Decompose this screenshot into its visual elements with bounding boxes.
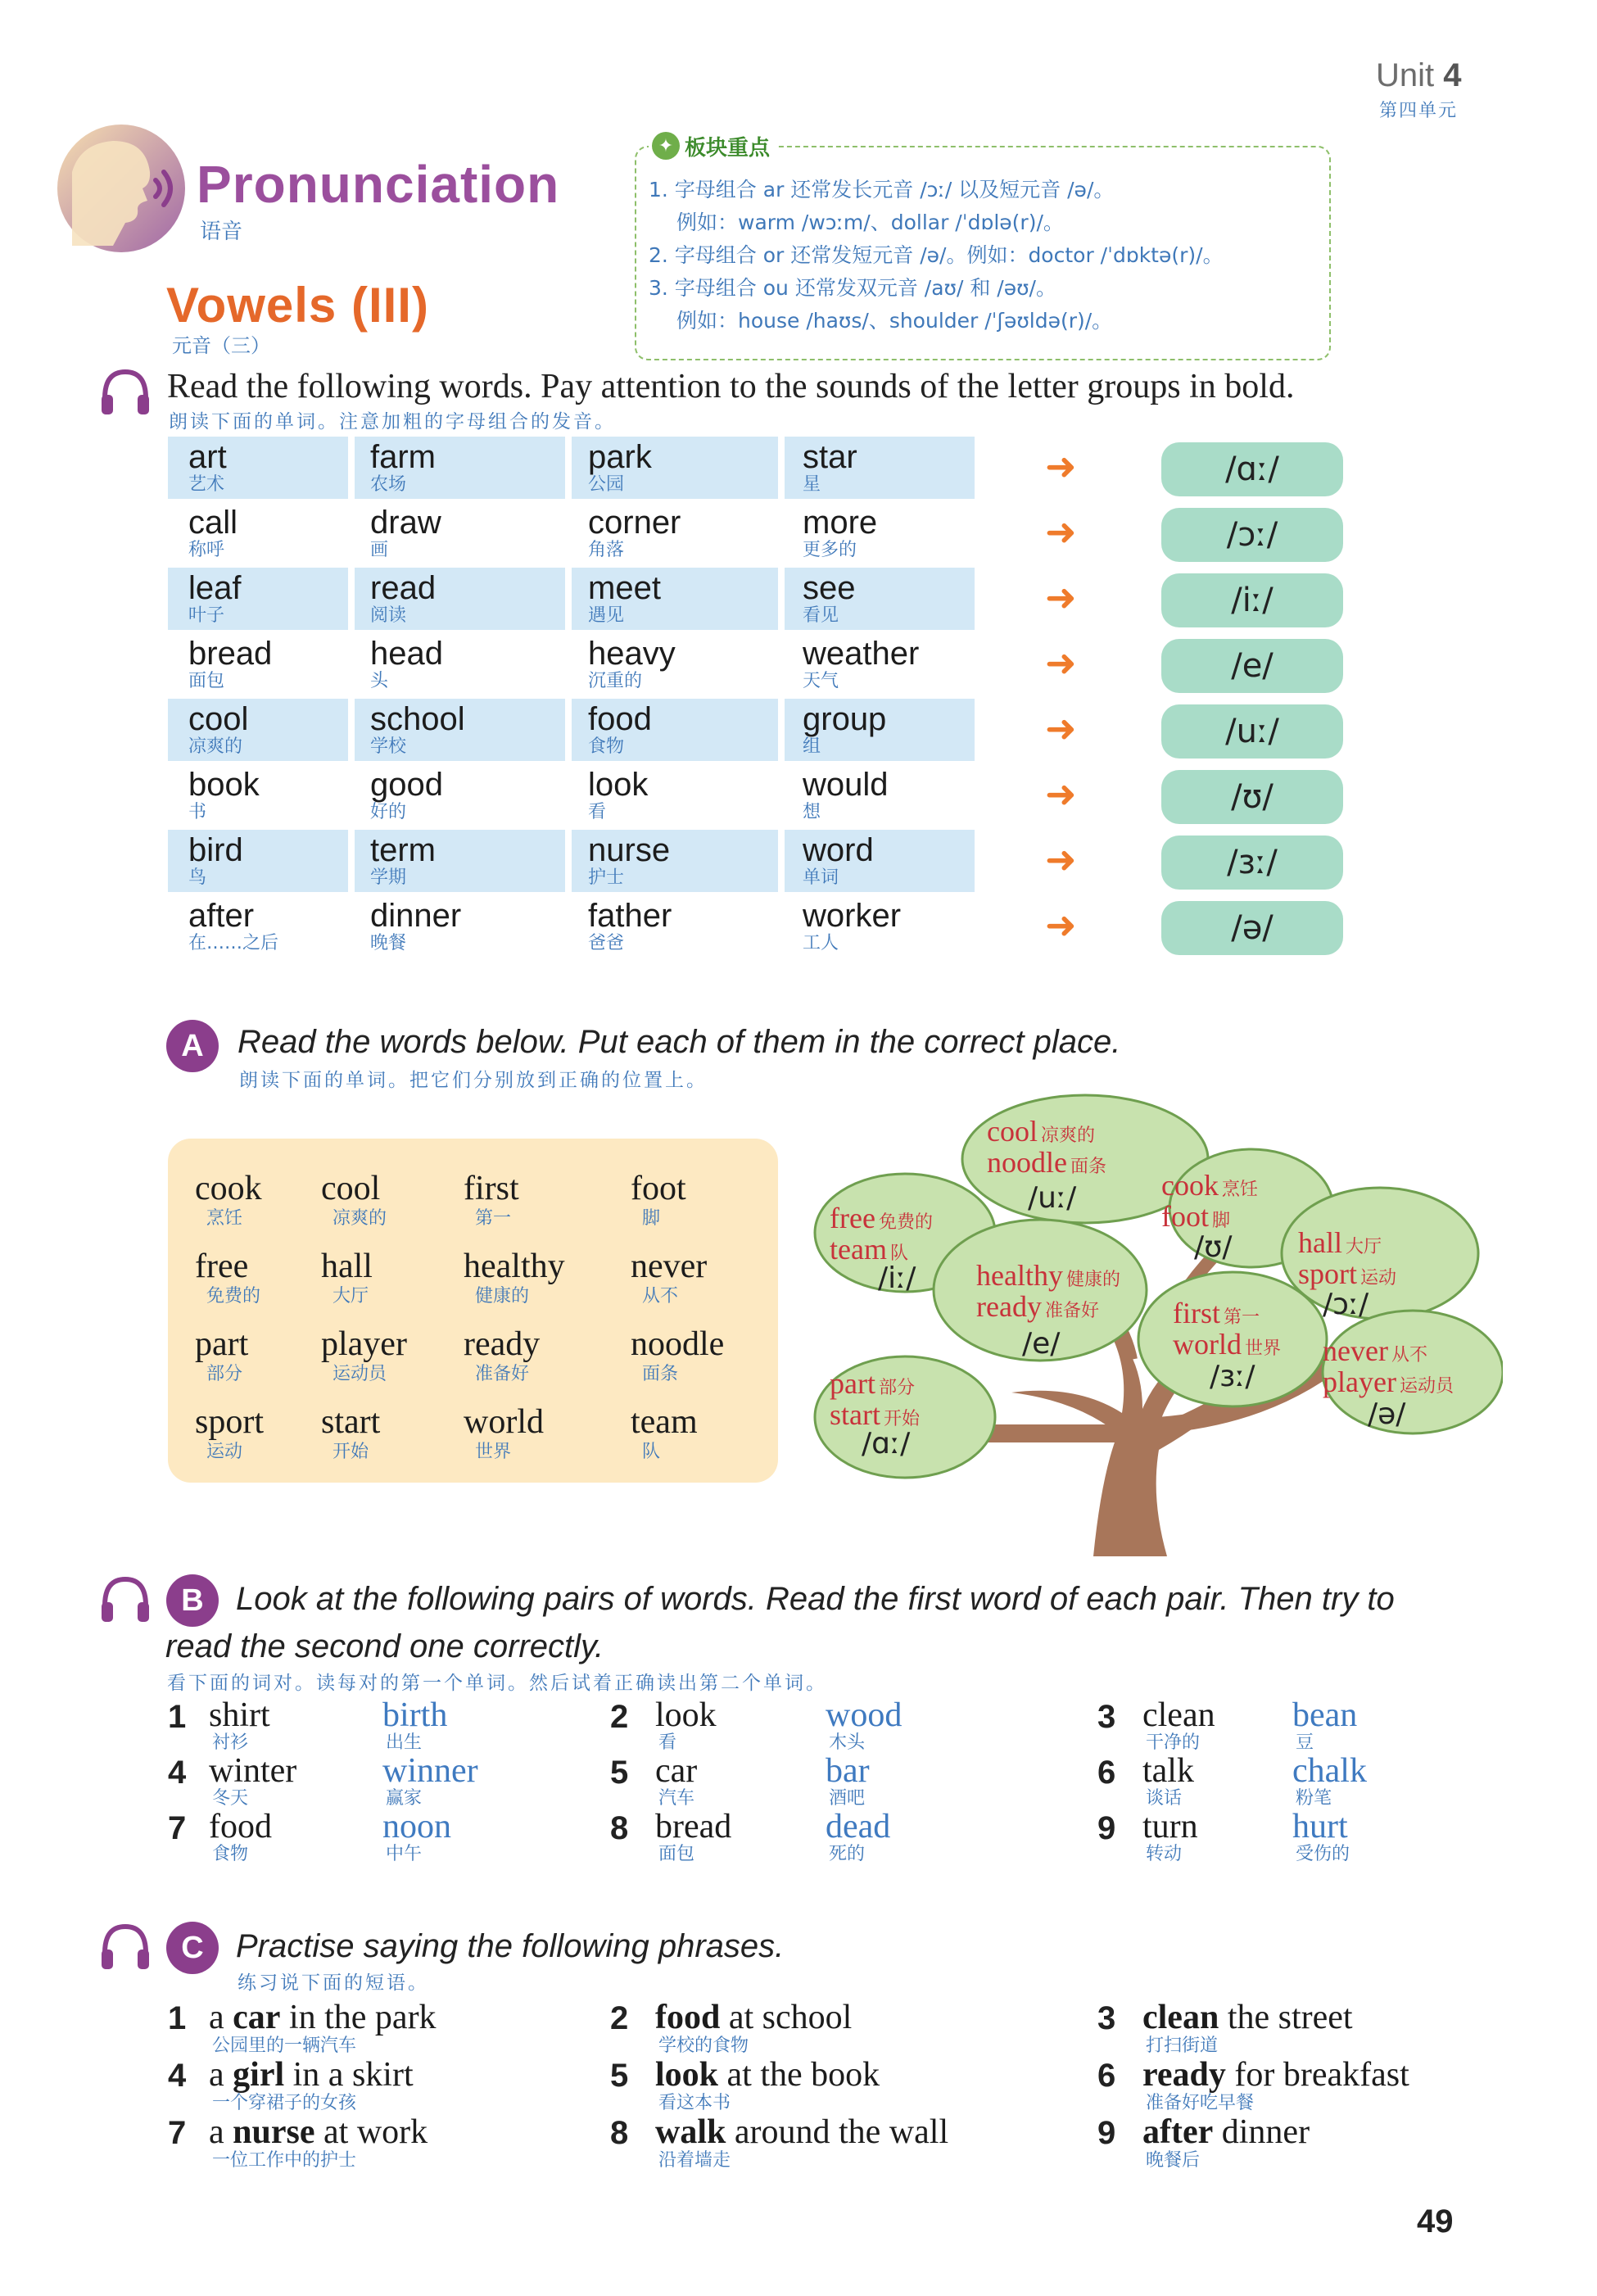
leaf-word: start 开始 [830,1398,920,1431]
word-cell [188,505,238,560]
phrase-en: a nurse at work [209,2113,428,2151]
word-bank-item [631,1403,698,1464]
phrase-en: clean the street [1142,1999,1353,2036]
tree-illustration [807,1089,1503,1556]
column-separator [565,437,572,892]
arrow-right-icon: ➜ [1045,903,1077,946]
phrase-item [1142,2056,1409,2113]
word-cell [588,505,681,560]
word-cn: 凉爽的 [333,1208,387,1229]
section-b-instruction-line2: read the second one correctly. [165,1628,604,1664]
word-cn: 烹饪 [206,1208,243,1229]
pair-second-word: bar 酒吧 [826,1752,870,1809]
phrase-number: 8 [610,2115,629,2151]
word-cell [588,898,672,953]
pair-second-word: bean 豆 [1292,1696,1358,1753]
word-cn: 世界 [475,1442,512,1462]
word-cn: 单词 [803,867,839,888]
page-number: 49 [1417,2203,1454,2239]
word-bank-item [464,1325,540,1386]
phrase-cn: 看这本书 [658,2093,731,2113]
word-en: bird [188,832,243,868]
word-en: park [588,439,652,475]
word-cell [588,636,676,691]
section-b-instruction-cn: 看下面的词对。读每对的第一个单词。然后试着正确读出第二个单词。 [167,1672,827,1693]
word-en: word [803,832,874,868]
phrase-number: 1 [168,2000,187,2036]
word-cn: 阅读 [370,605,407,626]
word-en: meet [588,570,661,606]
pair-second-word: wood 木头 [826,1696,903,1753]
word-cell [588,439,652,495]
word-cn: 运动员 [333,1364,387,1384]
word-cell [588,832,670,888]
phrase-en: look at the book [655,2056,880,2094]
pair-number: 4 [168,1755,187,1791]
word-cell [803,701,886,757]
word-cell [188,701,248,757]
leaf-word: cool 凉爽的 [987,1115,1095,1148]
section-a-instruction-cn: 朗读下面的单词。把它们分别放到正确的位置上。 [239,1069,708,1090]
word-bank-item [195,1403,264,1464]
leaf-word: ready 准备好 [976,1290,1099,1323]
word-bank-item [464,1248,565,1308]
pair-first-word: car 汽车 [655,1752,698,1809]
word-en: foot [631,1170,686,1207]
section-c-instruction: Practise saying the following phrases. [236,1928,785,1964]
word-cell [370,505,441,560]
phonetic-pill: /ɜː/ [1161,836,1343,890]
word-en: sport [195,1403,264,1441]
key-point-line: 例如：house /haʊs/、shoulder /ˈʃəʊldə(r)/。 [676,309,1113,333]
section-b-badge: B [166,1574,219,1627]
word-en: nurse [588,832,671,868]
word-cn: 免费的 [206,1286,261,1307]
phrase-cn: 学校的食物 [658,2036,749,2056]
phrase-cn: 一个穿裙子的女孩 [212,2093,357,2113]
word-cell [188,439,227,495]
word-bank-item [631,1248,707,1308]
pair-first-word: food 食物 [209,1808,272,1864]
leaf-word: healthy 健康的 [976,1259,1120,1292]
word-en: cook [195,1170,262,1207]
word-bank-item [464,1403,544,1464]
section-title: Pronunciation [197,155,560,214]
word-cn: 凉爽的 [188,736,243,757]
headphones-icon[interactable] [98,365,152,419]
pair-first-word: bread 面包 [655,1808,732,1864]
phonetic-pill: /ə/ [1161,901,1343,955]
pair-number: 6 [1097,1755,1116,1791]
leaf-word: free 免费的 [830,1202,933,1234]
phrase-cn: 一位工作中的护士 [212,2150,357,2171]
subsection-title-cn: 元音（三） [172,334,270,357]
section-c-badge: C [166,1922,219,1974]
word-cn: 星 [803,474,821,495]
key-point-line: 例如：warm /wɔːm/、dollar /ˈdɒlə(r)/。 [676,211,1064,234]
leaf-word: noodle 面条 [987,1146,1106,1179]
phrase-cn: 沿着墙走 [658,2150,731,2171]
word-cn: 天气 [803,671,839,691]
arrow-right-icon: ➜ [1045,576,1077,618]
word-cell [370,767,443,822]
leaf-word: hall 大厅 [1298,1226,1382,1259]
phonetic-pill: /uː/ [1161,704,1343,759]
pair-first-word: talk 谈话 [1142,1752,1194,1809]
leaf-phonetic: /ə/ [1368,1397,1406,1431]
word-en: father [588,898,672,934]
word-cell [188,767,260,822]
leaf-word: player 运动员 [1323,1365,1454,1398]
word-en: art [188,439,227,475]
pair-number: 5 [610,1755,629,1791]
headphones-icon[interactable] [98,1920,152,1974]
word-bank-item [631,1325,724,1386]
arrow-right-icon: ➜ [1045,445,1077,487]
word-cell [803,832,874,888]
word-en: farm [370,439,436,475]
word-cn: 学期 [370,867,407,888]
pair-second-word: dead 死的 [826,1808,891,1864]
word-en: term [370,832,436,868]
word-cn: 面包 [188,671,225,691]
word-cn: 想 [803,802,821,822]
word-cell [188,832,243,888]
unit-label: Unit 4 [1376,57,1462,93]
word-cn: 护士 [588,867,625,888]
pair-second-word: birth 出生 [382,1696,448,1753]
arrow-right-icon: ➜ [1045,510,1077,553]
leaf-word: first 第一 [1173,1297,1260,1329]
word-en: corner [588,505,681,541]
phrase-cn: 准备好吃早餐 [1146,2093,1255,2113]
phonetic-pill: /ɑː/ [1161,442,1343,496]
word-cn: 从不 [642,1286,679,1307]
pair-number: 2 [610,1699,629,1735]
pair-number: 3 [1097,1699,1116,1735]
section-c-instruction-cn: 练习说下面的短语。 [238,1972,429,1993]
pair-first-word: clean 干净的 [1142,1696,1215,1753]
word-cn: 更多的 [803,540,857,560]
word-en: food [588,701,652,737]
phonetic-pill: /ɔː/ [1161,508,1343,562]
pair-second-word: hurt 受伤的 [1292,1808,1350,1864]
word-cell [370,570,436,626]
word-en: free [195,1248,249,1285]
word-en: call [188,505,238,541]
pair-first-word: winter 冬天 [209,1752,297,1809]
word-en: world [464,1403,544,1441]
pair-second-word: chalk 粉笔 [1292,1752,1367,1809]
word-en: worker [803,898,902,934]
arrow-right-icon: ➜ [1045,707,1077,749]
word-cn: 队 [642,1442,661,1462]
phrase-en: walk around the wall [655,2113,949,2151]
leaf-word: foot 脚 [1161,1200,1231,1233]
word-cell [370,636,443,691]
word-cn: 鸟 [188,867,207,888]
word-cn: 第一 [475,1208,512,1229]
section-b-instruction-line1: Look at the following pairs of words. Read the first word of each pair. Then try to [236,1581,1395,1617]
leaf-phonetic: /iː/ [878,1261,916,1295]
word-en: more [803,505,878,541]
column-separator [348,437,355,892]
pair-second-word: noon 中午 [382,1808,451,1864]
arrow-right-icon: ➜ [1045,772,1077,815]
word-en: see [803,570,856,606]
word-cn: 公园 [588,474,625,495]
word-cn: 晚餐 [370,933,407,953]
word-bank-item [321,1325,407,1386]
phrase-number: 7 [168,2115,187,2151]
speaking-head-icon [56,123,187,254]
word-en: part [195,1325,249,1363]
word-cell [588,767,648,822]
word-en: after [188,898,255,934]
word-cn: 头 [370,671,389,691]
word-en: hall [321,1248,373,1285]
word-en: school [370,701,465,737]
word-bank-item [195,1248,260,1308]
key-points-title: ✦ 板块重点 [649,129,778,162]
word-en: team [631,1403,698,1441]
phrase-number: 4 [168,2058,187,2094]
word-en: noodle [631,1325,725,1363]
phrase-item [209,2113,428,2171]
key-point-line: 1. 字母组合 ar 还常发长元音 /ɔː/ 以及短元音 /ə/。 [649,178,1115,202]
phrase-item [655,2113,948,2171]
phrase-en: a car in the park [209,1999,437,2036]
leaf-phonetic: /ɔː/ [1323,1288,1369,1321]
word-en: look [588,767,649,803]
word-cn: 遇见 [588,605,625,626]
word-en: read [370,570,437,606]
word-cell [370,701,465,757]
word-en: weather [803,636,920,672]
pair-number: 9 [1097,1810,1116,1846]
pair-first-word: shirt 衬衫 [209,1696,270,1753]
key-point-line: 3. 字母组合 ou 还常发双元音 /aʊ/ 和 /əʊ/。 [649,276,1056,300]
word-en: first [464,1170,519,1207]
word-cell [803,505,877,560]
pair-first-word: look 看 [655,1696,717,1753]
word-cn: 看 [588,802,607,822]
phrase-item [655,1999,852,2056]
phrase-en: a girl in a skirt [209,2056,414,2094]
word-en: never [631,1248,708,1285]
word-cn: 画 [370,540,389,560]
section-a-instruction: Read the words below. Put each of them in the correct place. [238,1024,1121,1060]
word-cn: 沉重的 [588,671,643,691]
section-a-badge: A [166,1020,219,1072]
phrase-number: 2 [610,2000,629,2036]
pair-second-word: winner 赢家 [382,1752,478,1809]
word-cell [188,570,242,626]
word-cn: 开始 [333,1442,369,1462]
phrase-item [209,2056,414,2113]
phrase-cn: 打扫街道 [1146,2036,1219,2056]
pair-number: 1 [168,1699,187,1735]
word-cn: 艺术 [188,474,225,495]
leaf-phonetic: /e/ [1022,1327,1061,1361]
word-cn: 脚 [642,1208,661,1229]
word-cn: 工人 [803,933,839,953]
word-en: dinner [370,898,462,934]
word-bank-item [464,1170,519,1230]
word-en: cool [321,1170,381,1207]
phrase-item [1142,1999,1353,2056]
intro-instruction: Read the following words. Pay attention to the sounds of the letter groups in bold. [167,368,1295,405]
leaf-word: world 世界 [1173,1328,1282,1361]
word-cn: 书 [188,802,207,822]
word-cn: 好的 [370,802,407,822]
arrow-right-icon: ➜ [1045,838,1077,881]
lightbulb-icon: ✦ [652,132,680,160]
pair-first-word: turn 转动 [1142,1808,1198,1864]
word-bank-item [321,1403,380,1464]
word-cell [803,570,856,626]
arrow-right-icon: ➜ [1045,641,1077,684]
word-cell [188,636,272,691]
word-en: star [803,439,857,475]
leaf-phonetic: /ɑː/ [862,1427,911,1460]
phrase-number: 5 [610,2058,629,2094]
section-title-cn: 语音 [200,220,243,244]
word-bank-item [195,1170,262,1230]
word-en: heavy [588,636,676,672]
pair-number: 8 [610,1810,629,1846]
phrase-cn: 公园里的一辆汽车 [212,2036,357,2056]
leaf-word: cook 烹饪 [1161,1169,1258,1202]
word-en: group [803,701,887,737]
leaf-word: team 队 [830,1233,908,1266]
word-cell [803,898,901,953]
word-bank-item [195,1325,248,1386]
pair-number: 7 [168,1810,187,1846]
word-en: bread [188,636,273,672]
word-cn: 看见 [803,605,839,626]
word-cell [588,570,661,626]
word-cn: 在……之后 [188,933,279,953]
phrase-number: 6 [1097,2058,1116,2094]
column-separator [778,437,785,892]
word-cn: 面条 [642,1364,679,1384]
phonetic-pill: /e/ [1161,639,1343,693]
word-en: start [321,1403,381,1441]
word-bank-item [321,1170,387,1230]
word-en: ready [464,1325,541,1363]
word-cn: 称呼 [188,540,225,560]
word-cn: 准备好 [475,1364,530,1384]
word-en: cool [188,701,249,737]
word-cn: 食物 [588,736,625,757]
word-en: head [370,636,443,672]
intro-instruction-cn: 朗读下面的单词。注意加粗的字母组合的发音。 [169,410,616,432]
word-cn: 叶子 [188,605,225,626]
word-cn: 部分 [206,1364,243,1384]
word-cn: 健康的 [475,1286,530,1307]
leaf-phonetic: /uː/ [1028,1181,1077,1215]
phrase-item [1142,2113,1310,2171]
phonetic-pill: /ʊ/ [1161,770,1343,824]
phrase-cn: 晚餐后 [1146,2150,1201,2171]
word-cell [803,439,857,495]
word-cn: 组 [803,736,821,757]
phonetic-pill: /iː/ [1161,573,1343,627]
word-cell [588,701,652,757]
word-cell [370,832,436,888]
phrase-number: 9 [1097,2115,1116,2151]
word-cell [803,767,889,822]
word-en: player [321,1325,407,1363]
word-bank-item [321,1248,373,1308]
leaf-word: sport 运动 [1298,1257,1397,1290]
word-cn: 爸爸 [588,933,625,953]
phrase-number: 3 [1097,2000,1116,2036]
word-cn: 运动 [206,1442,243,1462]
word-cell [370,898,461,953]
word-cell [188,898,278,953]
word-cell [803,636,919,691]
word-en: healthy [464,1248,565,1285]
word-en: leaf [188,570,242,606]
phrase-en: ready for breakfast [1142,2056,1409,2094]
leaf-phonetic: /ɜː/ [1210,1360,1255,1393]
phrase-en: food at school [655,1999,853,2036]
leaf-word: part 部分 [830,1367,915,1400]
headphones-icon[interactable] [98,1573,152,1627]
phrase-item [209,1999,437,2056]
word-en: draw [370,505,441,541]
word-cn: 学校 [370,736,407,757]
word-en: would [803,767,889,803]
phrase-item [655,2056,880,2113]
phrase-en: after dinner [1142,2113,1310,2151]
subsection-title: Vowels (III) [166,278,429,333]
leaf-word: never 从不 [1323,1334,1427,1367]
word-cell [370,439,436,495]
word-cn: 角落 [588,540,625,560]
word-bank-item [631,1170,686,1230]
key-point-line: 2. 字母组合 or 还常发短元音 /ə/。例如：doctor /ˈdɒktə(r)/。 [649,243,1224,267]
unit-label-cn: 第四单元 [1379,100,1459,120]
word-en: good [370,767,443,803]
word-en: book [188,767,260,803]
leaf-phonetic: /ʊ/ [1194,1230,1233,1264]
word-cn: 大厅 [333,1286,369,1307]
word-cn: 农场 [370,474,407,495]
